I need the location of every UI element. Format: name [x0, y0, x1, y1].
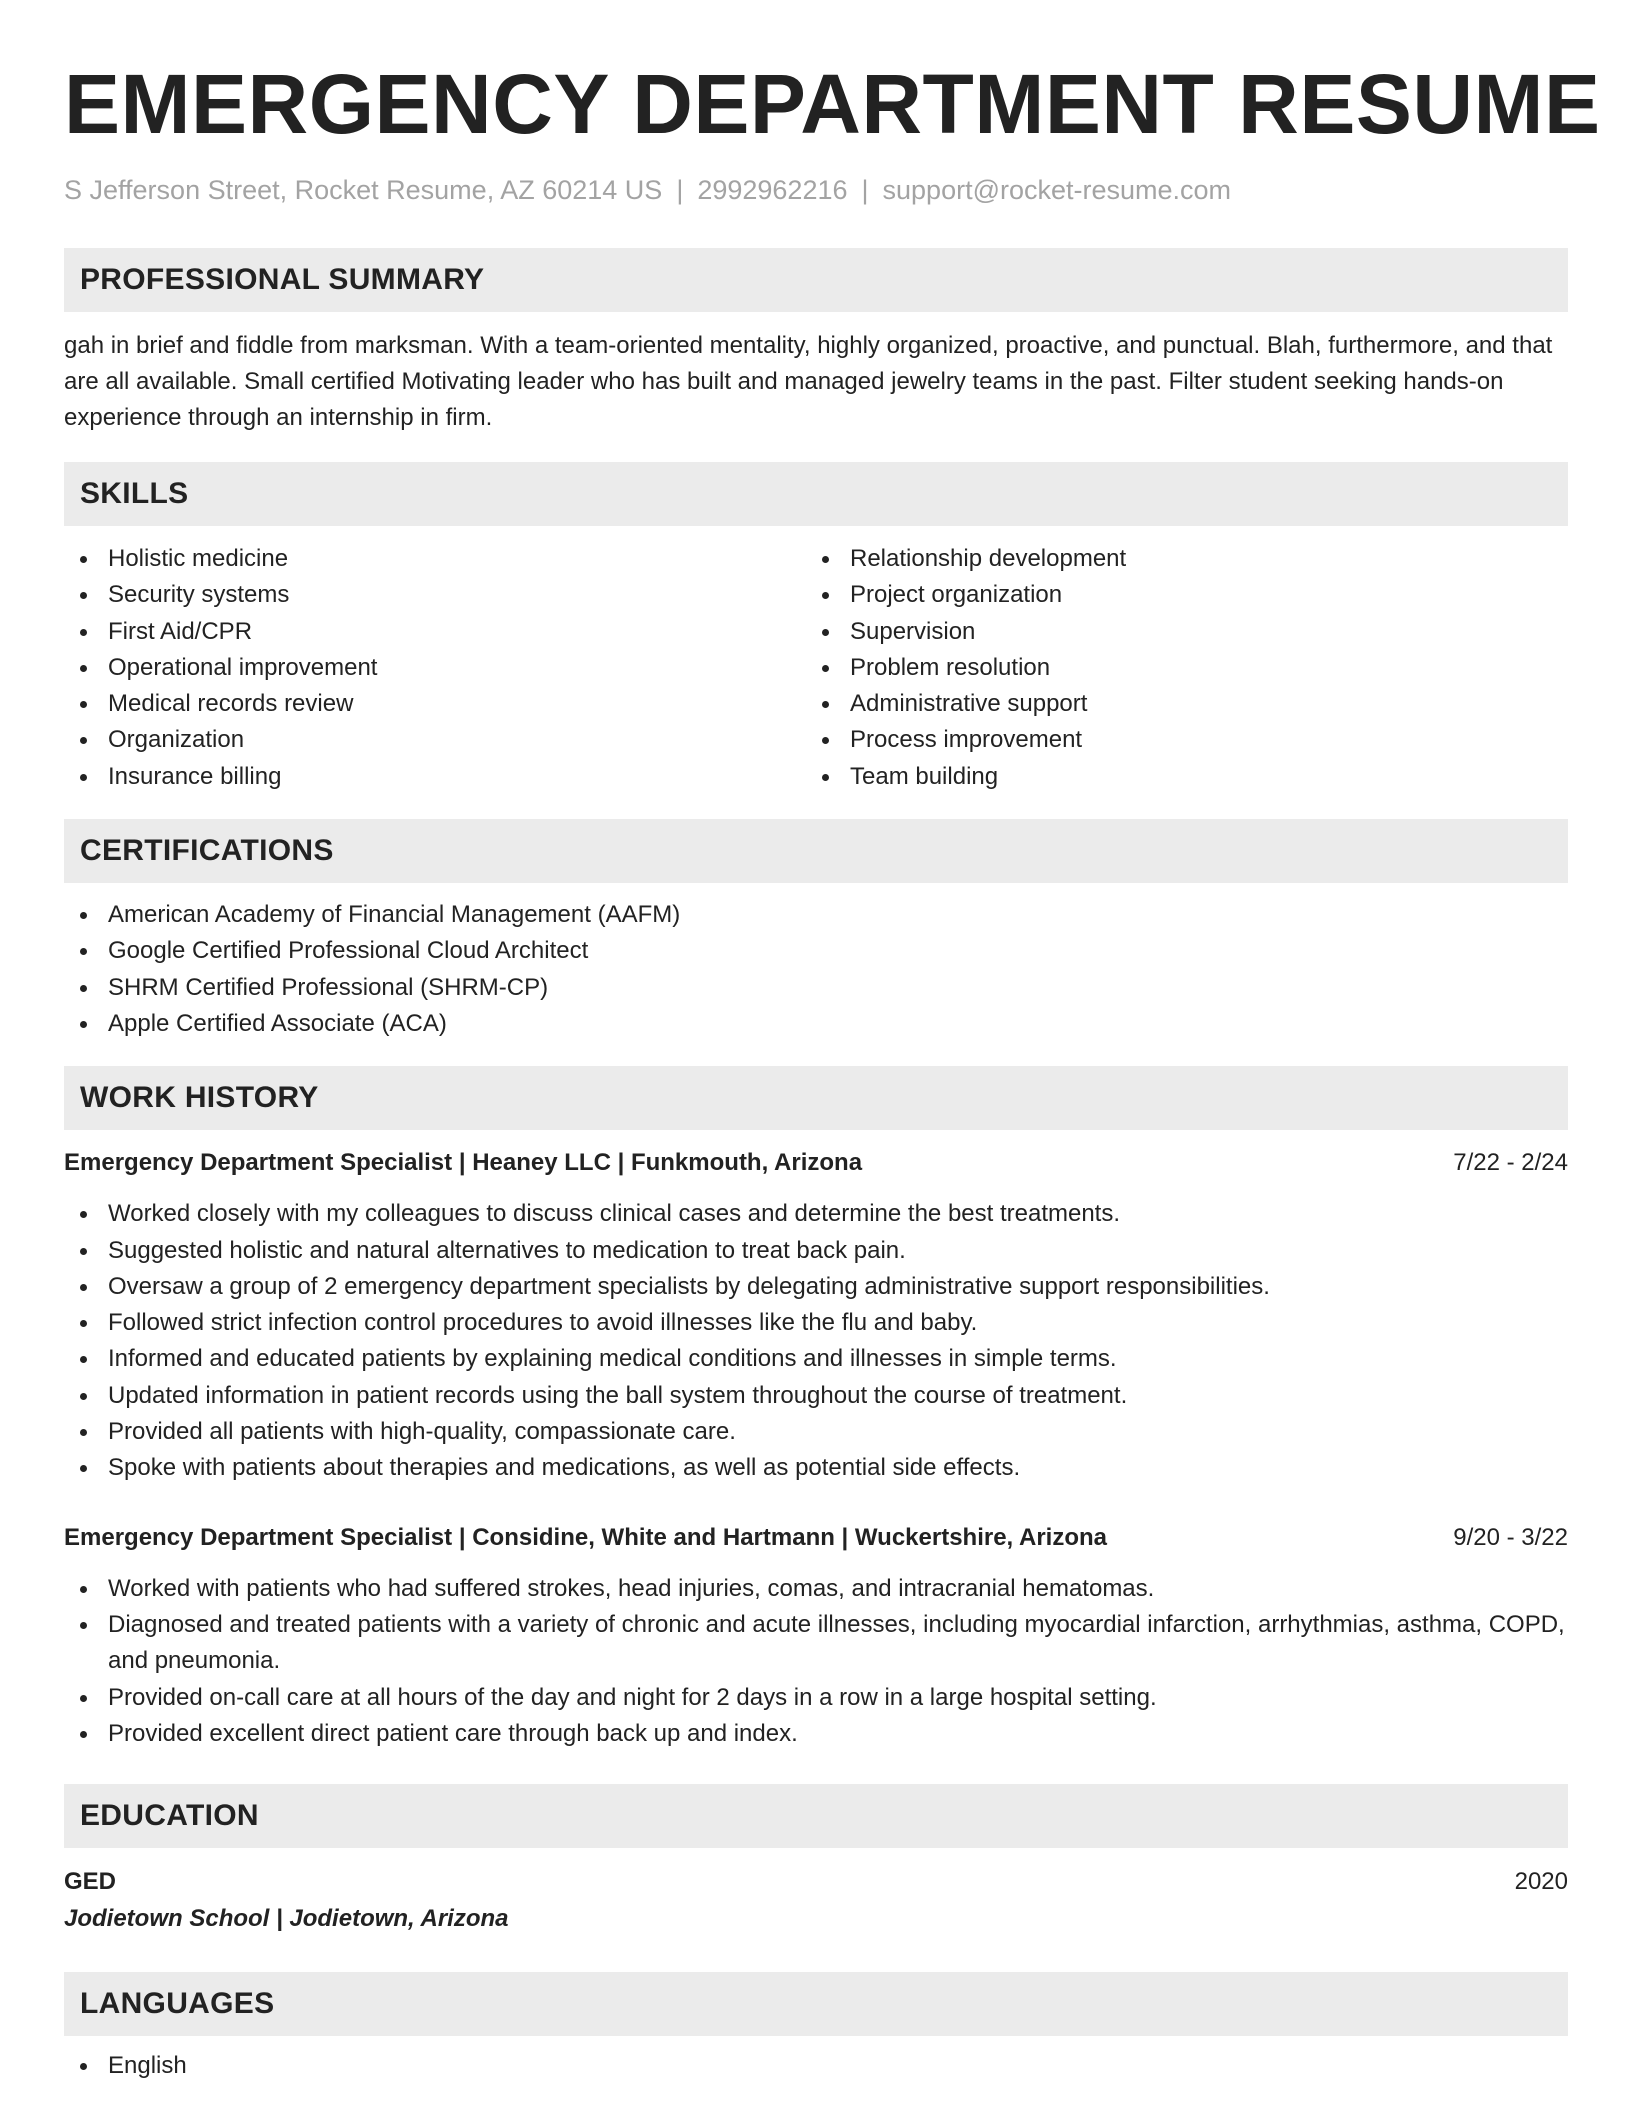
skill-item: Operational improvement	[64, 650, 806, 686]
job-duty: Worked with patients who had suffered strokes, head injuries, comas, and intracranial hematomas.	[64, 1571, 1568, 1607]
skills-column-left	[64, 541, 806, 795]
skill-item: Administrative support	[806, 686, 1548, 722]
contact-separator: |	[861, 175, 869, 205]
summary-text: gah in brief and fiddle from marksman. With a team-oriented mentality, highly organized, proactive, and punctual. Blah, furthermore, and that are all available. Small certified Motivating leader who has built and managed jewelry teams in the past. Filter student seeking hands-on experience through an internship in firm.	[64, 332, 1553, 431]
job-duty: Updated information in patient records using the ball system throughout the course of treatment.	[64, 1378, 1568, 1414]
skill-item: Holistic medicine	[64, 541, 806, 577]
job-dates: 9/20 - 3/22	[1453, 1523, 1568, 1551]
job-header	[64, 1146, 1568, 1180]
job-duty: Provided on-call care at all hours of the day and night for 2 days in a row in a large hospital setting.	[64, 1680, 1568, 1716]
education-header	[64, 1864, 1568, 1900]
skill-item: Problem resolution	[806, 650, 1548, 686]
certification-item: SHRM Certified Professional (SHRM-CP)	[64, 970, 1568, 1006]
section-header-education: EDUCATION	[64, 1784, 1568, 1848]
section-header-languages: LANGUAGES	[64, 1972, 1568, 2036]
skill-item: Supervision	[806, 614, 1548, 650]
contact-phone: 2992962216	[697, 175, 848, 205]
education-degree: GED	[64, 1868, 117, 1896]
job-duty: Followed strict infection control procedures to avoid illnesses like the flu and baby.	[64, 1305, 1568, 1341]
job-dates: 7/22 - 2/24	[1453, 1149, 1568, 1177]
skill-item: First Aid/CPR	[64, 614, 806, 650]
job-duty: Spoke with patients about therapies and medications, as well as potential side effects.	[64, 1450, 1568, 1486]
section-header-summary: PROFESSIONAL SUMMARY	[64, 248, 1568, 312]
job-duty: Provided all patients with high-quality, compassionate care.	[64, 1414, 1568, 1450]
job-title: Emergency Department Specialist | Heaney LLC | Funkmouth, Arizona	[64, 1149, 863, 1177]
skills-column-right	[806, 541, 1548, 795]
skill-item: Process improvement	[806, 722, 1548, 758]
job-title: Emergency Department Specialist | Considine, White and Hartmann | Wuckertshire, Arizona	[64, 1523, 1108, 1551]
languages-list	[64, 2048, 1568, 2084]
skill-item: Team building	[806, 759, 1548, 795]
job-duty: Worked closely with my colleagues to discuss clinical cases and determine the best treatments.	[64, 1196, 1568, 1232]
job-entry	[64, 1521, 1568, 1752]
job-duty: Diagnosed and treated patients with a variety of chronic and acute illnesses, including myocardial infarction, arrhythmias, asthma, COPD, and pneumonia.	[64, 1607, 1568, 1680]
skill-item: Organization	[64, 722, 806, 758]
education-school: Jodietown School | Jodietown, Arizona	[64, 1905, 509, 1933]
skill-item: Project organization	[806, 577, 1548, 613]
job-entry	[64, 1146, 1568, 1486]
certification-item: Apple Certified Associate (ACA)	[64, 1006, 1568, 1042]
language-item: English	[64, 2048, 1568, 2084]
job-header	[64, 1521, 1568, 1555]
certifications-list	[64, 897, 1568, 1042]
contact-line	[64, 172, 1568, 208]
contact-address: S Jefferson Street, Rocket Resume, AZ 60214 US	[64, 175, 663, 205]
job-duty: Suggested holistic and natural alternatives to medication to treat back pain.	[64, 1233, 1568, 1269]
resume-title: EMERGENCY DEPARTMENT RESUME	[64, 57, 1601, 151]
job-duties	[64, 1571, 1568, 1752]
contact-email: support@rocket-resume.com	[882, 175, 1232, 205]
job-duty: Oversaw a group of 2 emergency department specialists by delegating administrative support responsibilities.	[64, 1269, 1568, 1305]
job-duties	[64, 1196, 1568, 1486]
skills-list	[64, 541, 1568, 795]
section-header-work-history: WORK HISTORY	[64, 1066, 1568, 1130]
contact-separator: |	[676, 175, 684, 205]
certification-item: American Academy of Financial Management (AAFM)	[64, 897, 1568, 933]
skill-item: Relationship development	[806, 541, 1548, 577]
section-header-certifications: CERTIFICATIONS	[64, 819, 1568, 883]
job-duty: Informed and educated patients by explaining medical conditions and illnesses in simple terms.	[64, 1341, 1568, 1377]
section-header-skills: SKILLS	[64, 462, 1568, 526]
skill-item: Medical records review	[64, 686, 806, 722]
certification-item: Google Certified Professional Cloud Architect	[64, 933, 1568, 969]
job-duty: Provided excellent direct patient care through back up and index.	[64, 1716, 1568, 1752]
education-year: 2020	[1514, 1868, 1568, 1896]
skill-item: Security systems	[64, 577, 806, 613]
skill-item: Insurance billing	[64, 759, 806, 795]
